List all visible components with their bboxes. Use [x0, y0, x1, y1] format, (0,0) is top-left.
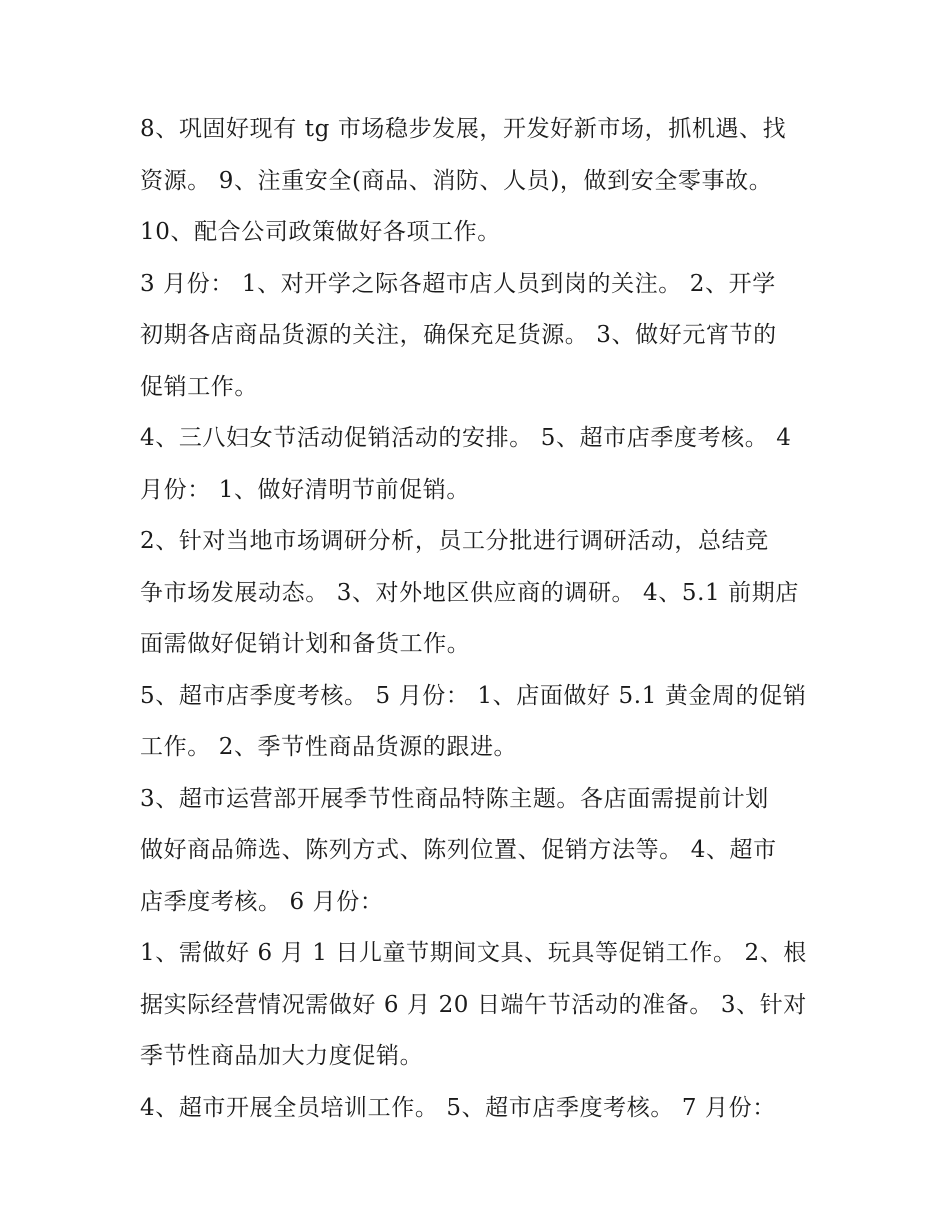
text-line: 工作。 2、季节性商品货源的跟进。 [140, 734, 518, 760]
text-line: 月份： 1、做好清明节前促销。 [140, 476, 470, 503]
text-line: 初期各店商品货源的关注，确保充足货源。 3、做好元宵节的 [140, 322, 777, 348]
text-line: 4、三八妇女节活动促销活动的安排。 5、超市店季度考核。 4 [140, 425, 792, 451]
text-line: 10、配合公司政策做好各项工作。 [140, 219, 501, 245]
text-line: 8、巩固好现有 tg 市场稳步发展，开发好新市场，抓机遇、找 [140, 116, 787, 142]
text-line: 3 月份： 1、对开学之际各超市店人员到岗的关注。 2、开学 [140, 270, 776, 297]
text-line: 促销工作。 [140, 373, 258, 400]
text-line: 5、超市店季度考核。 5 月份： 1、店面做好 5.1 黄金周的促销 [140, 682, 807, 709]
text-line: 1、需做好 6 月 1 日儿童节期间文具、玩具等促销工作。 2、根 [140, 940, 807, 966]
text-line: 季节性商品加大力度促销。 [140, 1043, 424, 1069]
text-line: 做好商品筛选、陈列方式、陈列位置、促销方法等。 4、超市 [140, 837, 777, 863]
text-line: 据实际经营情况需做好 6 月 20 日端午节活动的准备。 3、针对 [140, 991, 807, 1018]
text-line: 面需做好促销计划和备货工作。 [140, 631, 471, 657]
text-line: 争市场发展动态。 3、对外地区供应商的调研。 4、5.1 前期店 [140, 579, 799, 606]
text-line: 4、超市开展全员培训工作。 5、超市店季度考核。 7 月份： [140, 1094, 776, 1121]
text-line: 2、针对当地市场调研分析，员工分批进行调研活动，总结竞 [140, 528, 769, 554]
text-line: 店季度考核。 6 月份： [140, 888, 384, 915]
text-line: 3、超市运营部开展季节性商品特陈主题。各店面需提前计划 [140, 785, 769, 812]
text-line: 资源。 9、注重安全(商品、消防、人员)，做到安全零事故。 [140, 167, 773, 194]
document-body [140, 104, 820, 1134]
